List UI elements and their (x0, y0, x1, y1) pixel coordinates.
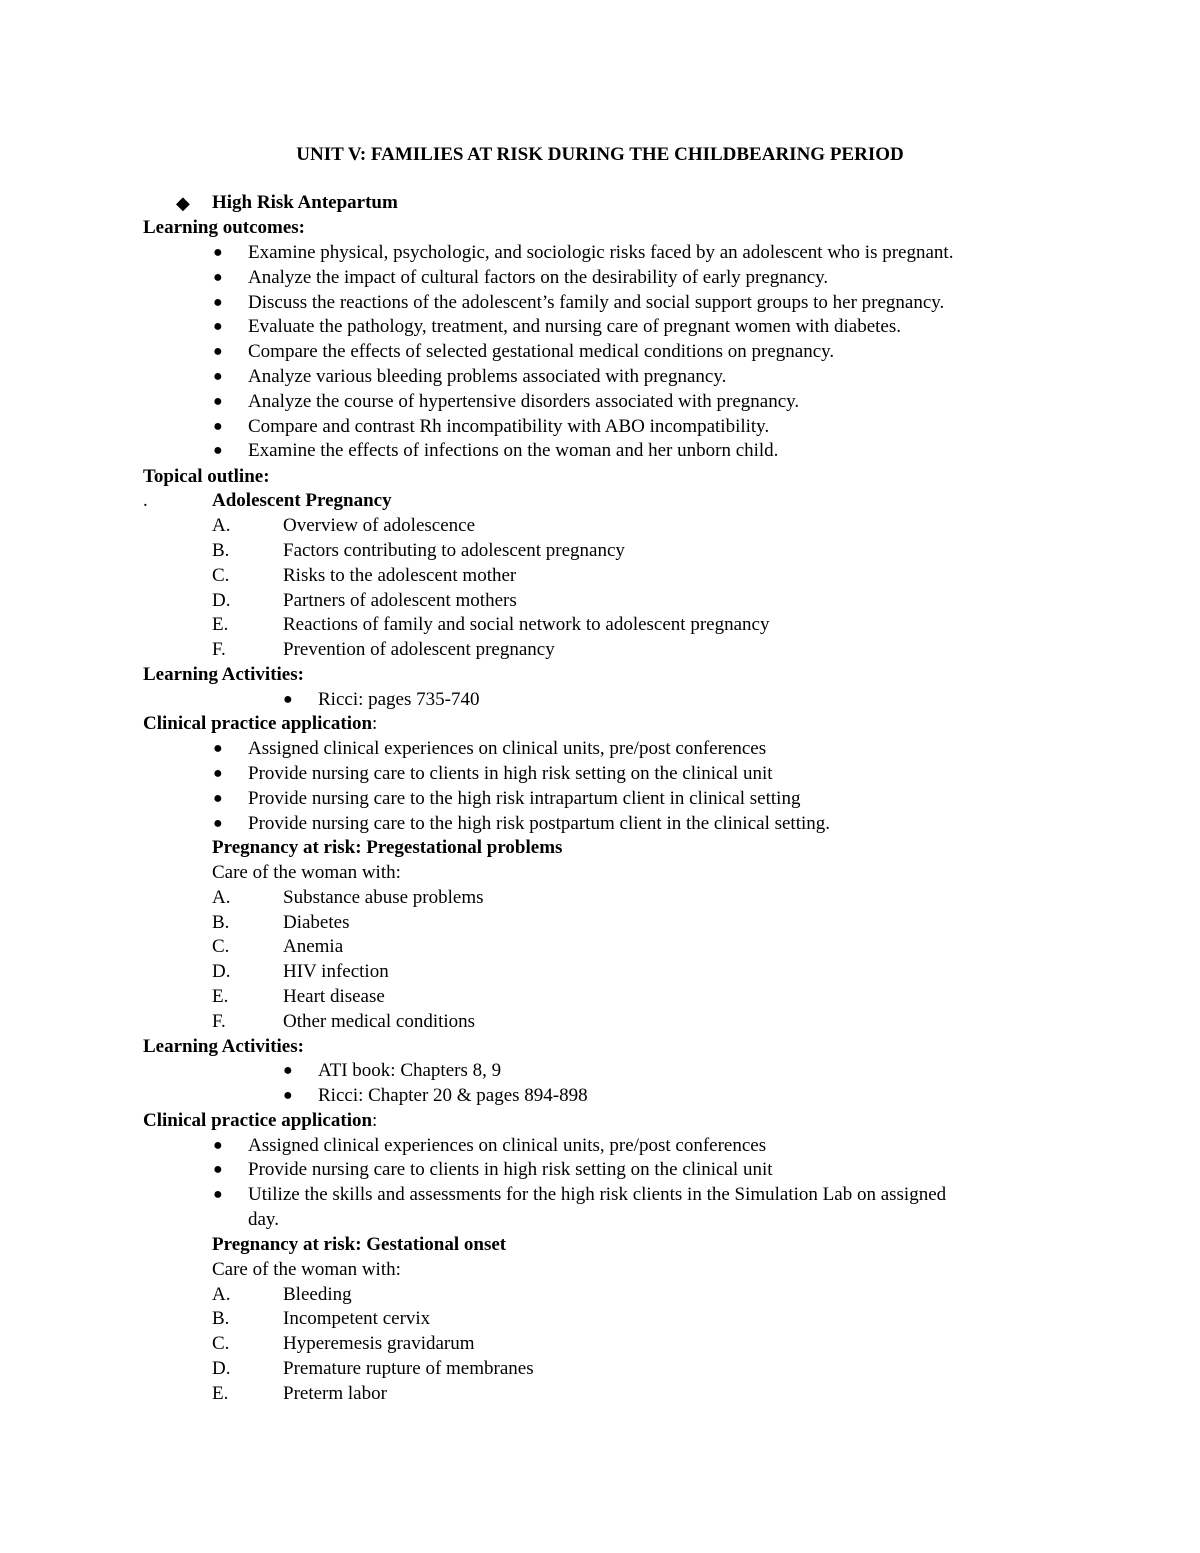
outline-item: Heart disease (283, 986, 385, 1007)
learning-outcomes-label: Learning outcomes: (143, 217, 306, 238)
outline-letter: E. (212, 1383, 229, 1404)
outline-letter: D. (212, 961, 231, 982)
outline-marker: . (143, 490, 148, 511)
list-item: Analyze the impact of cultural factors on the desirability of early pregnancy. (248, 267, 829, 288)
outline-item: Overview of adolescence (283, 515, 476, 536)
diamond-bullet-icon: ◆ (176, 193, 190, 213)
outline-item: Preterm labor (283, 1383, 387, 1404)
round-bullet-icon: ● (213, 442, 223, 459)
list-item: Examine the effects of infections on the woman and her unborn child. (248, 440, 779, 461)
round-bullet-icon: ● (213, 294, 223, 311)
round-bullet-icon: ● (213, 343, 223, 360)
section-heading: High Risk Antepartum (212, 192, 398, 213)
outline-letter: A. (212, 1284, 231, 1305)
outline-letter: F. (212, 1011, 226, 1032)
outline-item: Reactions of family and social network to adolescent pregnancy (283, 614, 770, 635)
round-bullet-icon: ● (283, 1062, 293, 1079)
outline-letter: A. (212, 887, 231, 908)
list-item: Compare the effects of selected gestational medical conditions on pregnancy. (248, 341, 835, 362)
outline-letter: C. (212, 1333, 230, 1354)
activity-item: Ricci: pages 735-740 (318, 689, 480, 710)
outline-letter: B. (212, 540, 230, 561)
learning-activities-label: Learning Activities: (143, 1036, 304, 1057)
outline-item: Other medical conditions (283, 1011, 476, 1032)
round-bullet-icon: ● (213, 1161, 223, 1178)
activity-item: Ricci: Chapter 20 & pages 894-898 (318, 1085, 588, 1106)
outline-letter: F. (212, 639, 226, 660)
list-item: Compare and contrast Rh incompatibility with ABO incompatibility. (248, 416, 770, 437)
subsection-heading: Pregnancy at risk: Pregestational problems (212, 837, 563, 858)
round-bullet-icon: ● (213, 790, 223, 807)
outline-item: Hyperemesis gravidarum (283, 1333, 475, 1354)
outline-item: Incompetent cervix (283, 1308, 431, 1329)
round-bullet-icon: ● (213, 1186, 223, 1203)
outline-letter: E. (212, 614, 229, 635)
round-bullet-icon: ● (213, 393, 223, 410)
outline-item: Bleeding (283, 1284, 352, 1305)
outline-item: HIV infection (283, 961, 389, 982)
round-bullet-icon: ● (213, 815, 223, 832)
subsection-intro: Care of the woman with: (212, 862, 401, 883)
outline-item: Premature rupture of membranes (283, 1358, 534, 1379)
outline-letter: E. (212, 986, 229, 1007)
round-bullet-icon: ● (283, 1087, 293, 1104)
list-item: Examine physical, psychologic, and sociologic risks faced by an adolescent who is pregnant. (248, 242, 954, 263)
subsection-intro: Care of the woman with: (212, 1259, 401, 1280)
topical-outline-label: Topical outline: (143, 466, 270, 487)
outline-item: Substance abuse problems (283, 887, 484, 908)
outline-item: Partners of adolescent mothers (283, 590, 517, 611)
outline-letter: B. (212, 1308, 230, 1329)
round-bullet-icon: ● (213, 418, 223, 435)
outline-letter: D. (212, 590, 231, 611)
clinical-item: Provide nursing care to the high risk intrapartum client in clinical setting (248, 788, 801, 809)
outline-item: Prevention of adolescent pregnancy (283, 639, 555, 660)
clinical-item: Utilize the skills and assessments for the high risk clients in the Simulation Lab on assigned (248, 1184, 947, 1205)
outline-item: Factors contributing to adolescent pregnancy (283, 540, 625, 561)
clinical-item-continuation: day. (248, 1209, 279, 1230)
subsection-heading: Pregnancy at risk: Gestational onset (212, 1234, 507, 1255)
clinical-item: Provide nursing care to clients in high risk setting on the clinical unit (248, 763, 773, 784)
clinical-item: Provide nursing care to the high risk postpartum client in the clinical setting. (248, 813, 831, 834)
clinical-practice-label: Clinical practice application: (143, 1110, 378, 1131)
outline-letter: D. (212, 1358, 231, 1379)
outline-item: Risks to the adolescent mother (283, 565, 517, 586)
round-bullet-icon: ● (213, 269, 223, 286)
outline-item: Diabetes (283, 912, 350, 933)
round-bullet-icon: ● (283, 691, 293, 708)
clinical-item: Assigned clinical experiences on clinical units, pre/post conferences (248, 738, 767, 759)
list-item: Analyze the course of hypertensive disorders associated with pregnancy. (248, 391, 800, 412)
outline-letter: B. (212, 912, 230, 933)
outline-letter: A. (212, 515, 231, 536)
list-item: Analyze various bleeding problems associated with pregnancy. (248, 366, 727, 387)
subsection-heading: Adolescent Pregnancy (212, 490, 392, 511)
round-bullet-icon: ● (213, 765, 223, 782)
list-item: Evaluate the pathology, treatment, and nursing care of pregnant women with diabetes. (248, 316, 901, 337)
round-bullet-icon: ● (213, 740, 223, 757)
learning-activities-label: Learning Activities: (143, 664, 304, 685)
round-bullet-icon: ● (213, 318, 223, 335)
clinical-item: Assigned clinical experiences on clinical units, pre/post conferences (248, 1135, 767, 1156)
outline-letter: C. (212, 936, 230, 957)
clinical-practice-label: Clinical practice application: (143, 713, 378, 734)
round-bullet-icon: ● (213, 1137, 223, 1154)
round-bullet-icon: ● (213, 244, 223, 261)
page-title: UNIT V: FAMILIES AT RISK DURING THE CHILDBEARING PERIOD (296, 144, 904, 165)
round-bullet-icon: ● (213, 368, 223, 385)
outline-letter: C. (212, 565, 230, 586)
clinical-item: Provide nursing care to clients in high risk setting on the clinical unit (248, 1159, 773, 1180)
outline-item: Anemia (283, 936, 344, 957)
list-item: Discuss the reactions of the adolescent’s family and social support groups to her pregnancy. (248, 292, 945, 313)
activity-item: ATI book: Chapters 8, 9 (318, 1060, 502, 1081)
